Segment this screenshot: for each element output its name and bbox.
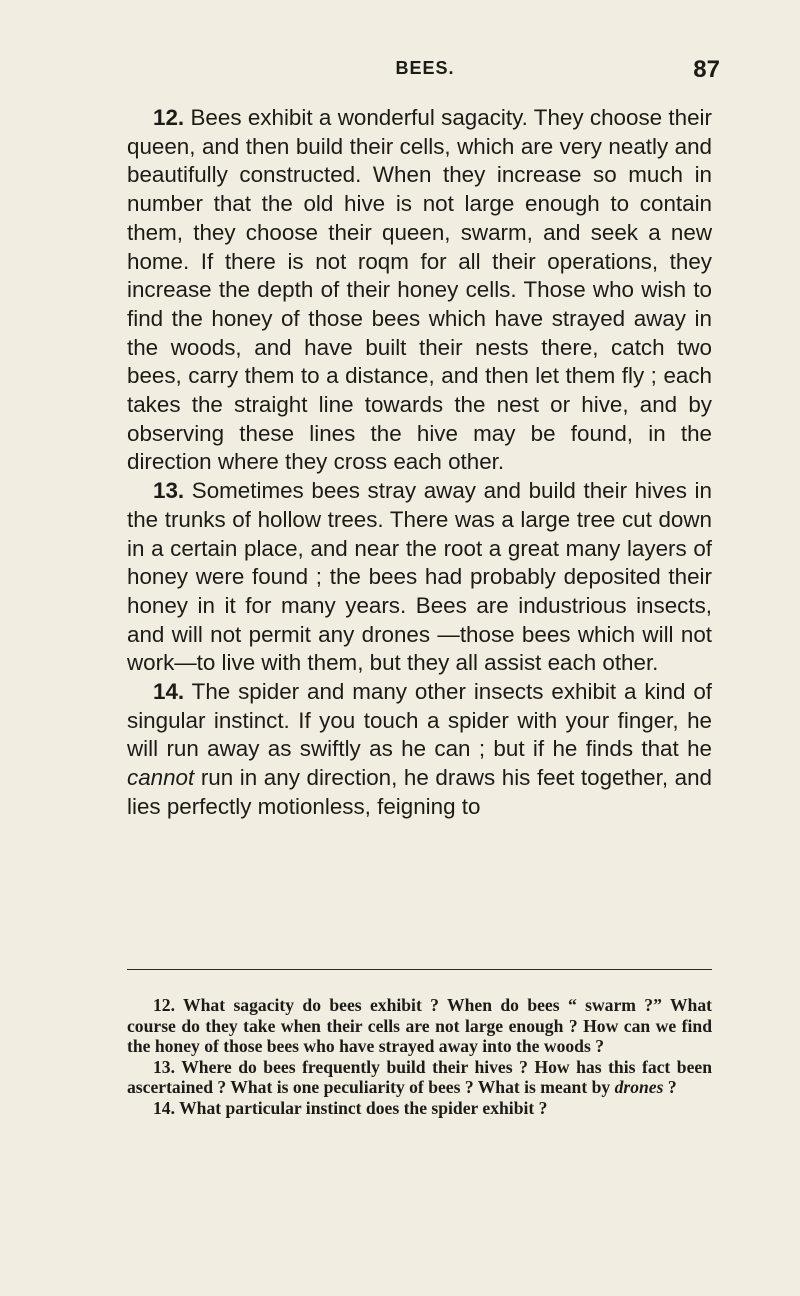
paragraph-text: run in any direction, he draws his feet together, and lies perfectly motionless, feigning to	[127, 765, 712, 819]
paragraph-14	[127, 678, 712, 822]
paragraph-number: 14.	[153, 679, 185, 705]
paragraph-text: Bees exhibit a wonderful sagacity. They choose their queen, and then build their cells, which are very neatly and beautifully constructed. When they increase so much in number that the old hive is not large enough to contain them, they choose their queen, swarm, and seek a new home. If there is not roqm for all their operations, they increase the depth of their honey cells. Those who wish to find the honey of those bees which have strayed away in the woods, and have built their nests there, catch two bees, carry them to a distance, and then let them fly ; each takes the straight line towards the nest or hive, and by observing these lines the hive may be found, in the direction where they cross each other.	[127, 105, 712, 475]
paragraph-text: The spider and many other insects exhibit a kind of singular instinct. If you touch a spider with your finger, he will run away as swiftly as he can ; but if he finds that he	[127, 679, 712, 762]
question-text: 13. Where do bees frequently build their hives ? How has this fact been ascertained ? What is one peculiarity of bees ? What is meant by	[127, 1056, 712, 1097]
running-head: BEES.	[395, 58, 455, 78]
question-text: ?	[663, 1077, 677, 1097]
questions-14: 14. What particular instinct does the spider exhibit ?	[153, 1097, 548, 1118]
questions-12: 12. What sagacity do bees exhibit ? When do bees “ swarm ?” What course do they take when their cells are not large enough ? How can we find the honey of those bees who have strayed away into the woods ?	[127, 995, 712, 1056]
paragraph-13	[127, 477, 712, 678]
footnote-divider	[127, 969, 712, 970]
page-header	[120, 58, 720, 88]
paragraph-text: Sometimes bees stray away and build their hives in the trunks of hollow trees. There was a large tree cut down in a certain place, and near the root a great many layers of honey were found ; the bees had probably deposited their honey in it for many years. Bees are industrious insects, and will not permit any drones —those bees which will not work—to live with them, but they all assist each other.	[127, 478, 712, 676]
paragraph-12	[127, 104, 712, 477]
main-text	[127, 104, 712, 822]
paragraph-number: 13.	[153, 478, 185, 504]
paragraph-number: 12.	[153, 105, 185, 130]
page-number: 87	[693, 56, 720, 83]
questions-13	[127, 1057, 712, 1098]
review-questions	[127, 995, 712, 1118]
emphasized-word: drones	[614, 1077, 664, 1097]
emphasized-word: cannot	[127, 765, 195, 791]
